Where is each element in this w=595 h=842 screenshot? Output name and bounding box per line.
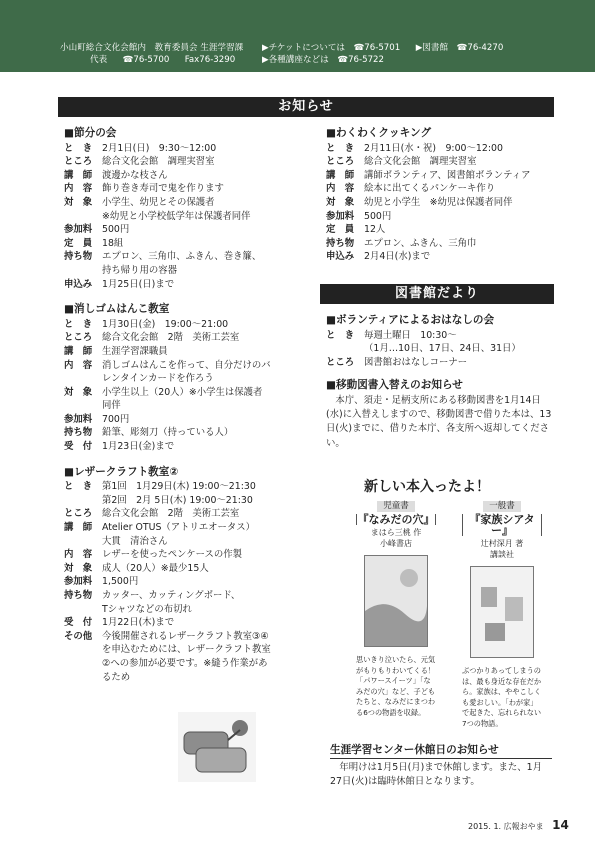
cooking-row <box>326 155 556 169</box>
eraser-target-cont: 同伴 <box>102 400 121 412</box>
row-value: 生涯学習課職員 <box>102 345 168 357</box>
row-value: 渡邊かな枝さん <box>102 169 168 181</box>
closure-title: 生涯学習センター休館日のお知らせ <box>330 744 552 759</box>
row-key: 申込み <box>326 251 355 263</box>
row-value: Atelier OTUS（アトリエオータス） <box>102 522 255 534</box>
eraser-row <box>64 318 304 332</box>
book-card <box>458 500 546 729</box>
setsubun-row <box>64 182 304 196</box>
row-value: 500円 <box>102 224 130 236</box>
row-key: 参加料 <box>326 210 355 222</box>
row-key: 参加料 <box>64 413 93 425</box>
left-column <box>64 119 304 684</box>
leather-target <box>64 562 304 576</box>
magazine-name: 広報おやま <box>503 822 544 831</box>
row-key: 対 象 <box>64 196 93 208</box>
cooking-row <box>326 223 556 237</box>
eraser-row <box>64 359 304 373</box>
book-publisher: 小峰書店 <box>380 539 412 548</box>
leather-time <box>64 480 304 494</box>
row-key: 講 師 <box>64 522 93 534</box>
row-value: エプロン、三角巾、ふきん、巻き簾、 <box>102 251 262 263</box>
row-key: 対 象 <box>326 196 355 208</box>
rep-tel: ☎76-5700 <box>122 55 170 65</box>
row-key: ところ <box>326 156 355 168</box>
row-value: 総合文化会館 2階 美術工芸室 <box>102 508 240 520</box>
rep-line <box>90 53 235 65</box>
row-key: 持ち物 <box>64 251 93 263</box>
row-key: 講 師 <box>64 169 93 181</box>
header-band <box>0 0 595 72</box>
library-title-bar <box>320 284 554 304</box>
ticket-contact: ▶チケットについては ☎76-5701 <box>262 43 401 53</box>
mobile-body: 本庁、須走・足柄支所にある移動図書を1月14日(水)に入替えしますので、移動図書で借りた本は、13日(火)までに、借りた本庁、各支所へ返却してください。 <box>326 394 552 449</box>
row-key: ところ <box>64 332 93 344</box>
eraser-fee <box>64 413 304 427</box>
eraser-title: ■消しゴムはんこ教室 <box>64 303 170 316</box>
leather-other2: を申込むためには、レザークラフト教室 <box>102 644 271 656</box>
cooking-row <box>326 169 556 183</box>
page-number: 14 <box>552 818 569 832</box>
book-cover-image <box>470 566 534 658</box>
row-key: 受 付 <box>64 441 93 453</box>
row-key: 参加料 <box>64 576 93 588</box>
fax: Fax76-3290 <box>184 55 236 65</box>
row-value: 消しゴムはんこを作って、自分だけのバ <box>102 359 271 371</box>
row-value: 講師ボランティア、図書館ボランティア <box>364 169 531 181</box>
row-key: と き <box>64 481 93 493</box>
leather-fee <box>64 575 304 589</box>
row-key: ところ <box>64 508 93 520</box>
book-author: まはら三桃 作 <box>370 528 422 537</box>
row-key: 持ち物 <box>64 590 93 601</box>
row-value: 18組 <box>102 237 124 249</box>
row-key: 講 師 <box>64 345 93 357</box>
leather-other4: るため <box>102 671 131 683</box>
leather-title: ■レザークラフト教室② <box>64 465 179 478</box>
row-value: レザーを使ったペンケースの作製 <box>102 549 242 561</box>
ticket-line <box>262 41 503 53</box>
storytime-dates: （1月…10日、17日、24日、31日） <box>364 343 521 355</box>
row-value: 2月1日(日) 9:30～12:00 <box>102 142 217 154</box>
leather-items <box>64 589 304 603</box>
book-cover-image <box>364 555 428 647</box>
row-key: と き <box>64 318 93 330</box>
row-value: 1月22日(木)まで <box>102 617 175 629</box>
row-key: 申込み <box>64 278 93 290</box>
book-desc: ぶつかりあってしまうのは、最も身近な存在だから。家族は、ややこしくも愛おしい。「わが家」で起きた、忘れられない7つの物語。 <box>462 666 542 728</box>
row-key: 持ち物 <box>64 427 93 439</box>
row-value: 絵本に出てくるパンケーキ作り <box>364 183 496 195</box>
row-value: 今後開催されるレザークラフト教室③④ <box>102 630 269 642</box>
issue-date: 2015. 1. <box>468 822 502 831</box>
row-key: 定 員 <box>64 237 93 249</box>
row-key: 持ち物 <box>326 237 355 249</box>
notice-title: お知らせ <box>278 99 334 114</box>
book-author: 辻村深月 著 <box>480 539 524 548</box>
book-name: 『家族シアター』 <box>462 514 542 536</box>
leather-other3: ②への参加が必要です。※縫う作業があ <box>102 657 268 669</box>
row-value: 12人 <box>364 224 386 236</box>
eraser-content-cont: レンタインカードを作ろう <box>102 373 214 385</box>
row-key: 対 象 <box>64 386 93 398</box>
new-books <box>352 470 552 728</box>
row-value: 1月23日(金)まで <box>102 441 175 453</box>
row-value: 成人（20人）※最少15人 <box>102 562 209 574</box>
row-key: 内 容 <box>64 359 93 371</box>
row-value: 1月30日(金) 19:00～21:00 <box>102 318 229 330</box>
row-value: エプロン、ふきん、三角巾 <box>364 237 477 249</box>
closure-notice <box>330 744 552 789</box>
leather-time2: 第2回 2月 5日(木) 19:00～21:30 <box>102 494 253 506</box>
course-contact: ▶各種講座などは ☎76-5722 <box>262 55 384 65</box>
row-key: 定 員 <box>326 224 355 236</box>
row-value: 1月25日(日)まで <box>102 278 175 290</box>
book-card <box>352 500 440 718</box>
setsubun-row <box>64 155 304 169</box>
row-value: 総合文化会館 2階 美術工芸室 <box>102 332 240 344</box>
storytime-place <box>326 356 554 370</box>
setsubun-row <box>64 196 304 210</box>
row-key: 内 容 <box>64 183 93 195</box>
page-footer <box>468 818 569 832</box>
row-key: ところ <box>326 356 355 368</box>
row-key: ところ <box>64 156 93 168</box>
row-key: と き <box>64 142 93 154</box>
notice-title-bar <box>58 97 554 117</box>
row-value: 毎週土曜日 10:30～ <box>364 329 457 341</box>
library-contact: ▶図書館 ☎76-4270 <box>415 43 504 53</box>
cooking-title: ■わくわくクッキング <box>326 127 432 139</box>
setsubun-items-cont: 持ち帰り用の容器 <box>102 264 178 276</box>
eraser-target <box>64 386 304 400</box>
row-key: その他 <box>64 630 93 642</box>
row-key: 講 師 <box>326 169 355 181</box>
setsubun-row <box>64 142 304 156</box>
storytime-time <box>326 329 554 343</box>
book-category: 児童書 <box>377 501 415 512</box>
cooking-row <box>326 210 556 224</box>
setsubun-capacity <box>64 237 304 251</box>
leather-teacher <box>64 521 304 535</box>
cooking-row <box>326 237 556 251</box>
row-value: 鉛筆、彫刻刀（持っている人） <box>102 427 234 439</box>
closure-body: 年明けは1月5日(月)まで休館します。また、1月27日(火)は臨時休館日となります。 <box>330 761 542 787</box>
row-key: と き <box>326 142 355 154</box>
cooking-row <box>326 196 556 210</box>
book-desc: 思いきり泣いたら、元気がもりもりわいてくる！「パワースイーツ」「なみだの穴」など、子どもたちと、なみだにまつわる6つの物語を収録。 <box>356 655 436 717</box>
row-value: 第1回 1月29日(木) 19:00～21:30 <box>102 481 256 493</box>
eraser-row <box>64 345 304 359</box>
eraser-row <box>64 331 304 345</box>
row-value: 幼児と小学生 ※幼児は保護者同伴 <box>364 196 513 208</box>
mobile-title: ■移動図書入替えのお知らせ <box>326 379 463 392</box>
eraser-accept <box>64 440 304 454</box>
book-publisher: 講談社 <box>490 550 514 559</box>
row-value: 2月11日(水・祝) 9:00～12:00 <box>364 142 503 154</box>
setsubun-fee <box>64 223 304 237</box>
row-key: 参加料 <box>64 224 93 236</box>
rep-label: 代表 <box>90 55 108 65</box>
leather-accept <box>64 616 304 630</box>
setsubun-note: ※幼児と小学校低学年は保護者同伴 <box>102 210 251 222</box>
row-value: 総合文化会館 調理実習室 <box>364 156 477 168</box>
row-value: 700円 <box>102 413 130 425</box>
row-value: 小学生以上（20人）※小学生は保護者 <box>102 386 263 398</box>
row-value: 総合文化会館 調理実習室 <box>102 156 215 168</box>
row-key: 内 容 <box>326 183 355 195</box>
row-value: カッター、カッティングボード、 <box>102 590 241 601</box>
row-value: 1,500円 <box>102 576 139 588</box>
row-key: 対 象 <box>64 562 93 574</box>
leather-place <box>64 507 304 521</box>
eraser-items <box>64 426 304 440</box>
new-books-title: 新しい本入ったよ！ <box>364 479 490 495</box>
row-value: 2月4日(水)まで <box>364 251 431 263</box>
storytime-title: ■ボランティアによるおはなしの会 <box>326 314 495 326</box>
row-value: 小学生、幼児とその保護者 <box>102 196 215 208</box>
right-column <box>326 119 556 264</box>
row-key: 受 付 <box>64 617 93 629</box>
library-title: 図書館だより <box>394 286 479 301</box>
library-column <box>326 306 554 451</box>
setsubun-apply <box>64 278 304 292</box>
leather-content <box>64 548 304 562</box>
row-value: 図書館おはなしコーナー <box>364 356 468 368</box>
row-value: 500円 <box>364 210 392 222</box>
cooking-row <box>326 182 556 196</box>
setsubun-items <box>64 250 304 264</box>
office-line: 小山町総合文化会館内 教育委員会 生涯学習課 <box>60 43 244 53</box>
leather-other <box>64 630 304 644</box>
cooking-row <box>326 250 556 264</box>
setsubun-title: ■節分の会 <box>64 127 117 139</box>
book-category: 一般書 <box>483 501 521 512</box>
setsubun-row <box>64 169 304 183</box>
row-value: 飾り巻き寿司で鬼を作ります <box>102 183 224 195</box>
row-key: と き <box>326 329 355 341</box>
cooking-row <box>326 142 556 156</box>
leather-items2: Tシャツなどの布切れ <box>102 603 192 615</box>
row-key: 内 容 <box>64 549 93 561</box>
leather-teacher2: 大貫 清治さん <box>102 535 168 547</box>
book-name: 『なみだの穴』 <box>357 513 435 526</box>
leather-craft-photo <box>178 712 256 782</box>
